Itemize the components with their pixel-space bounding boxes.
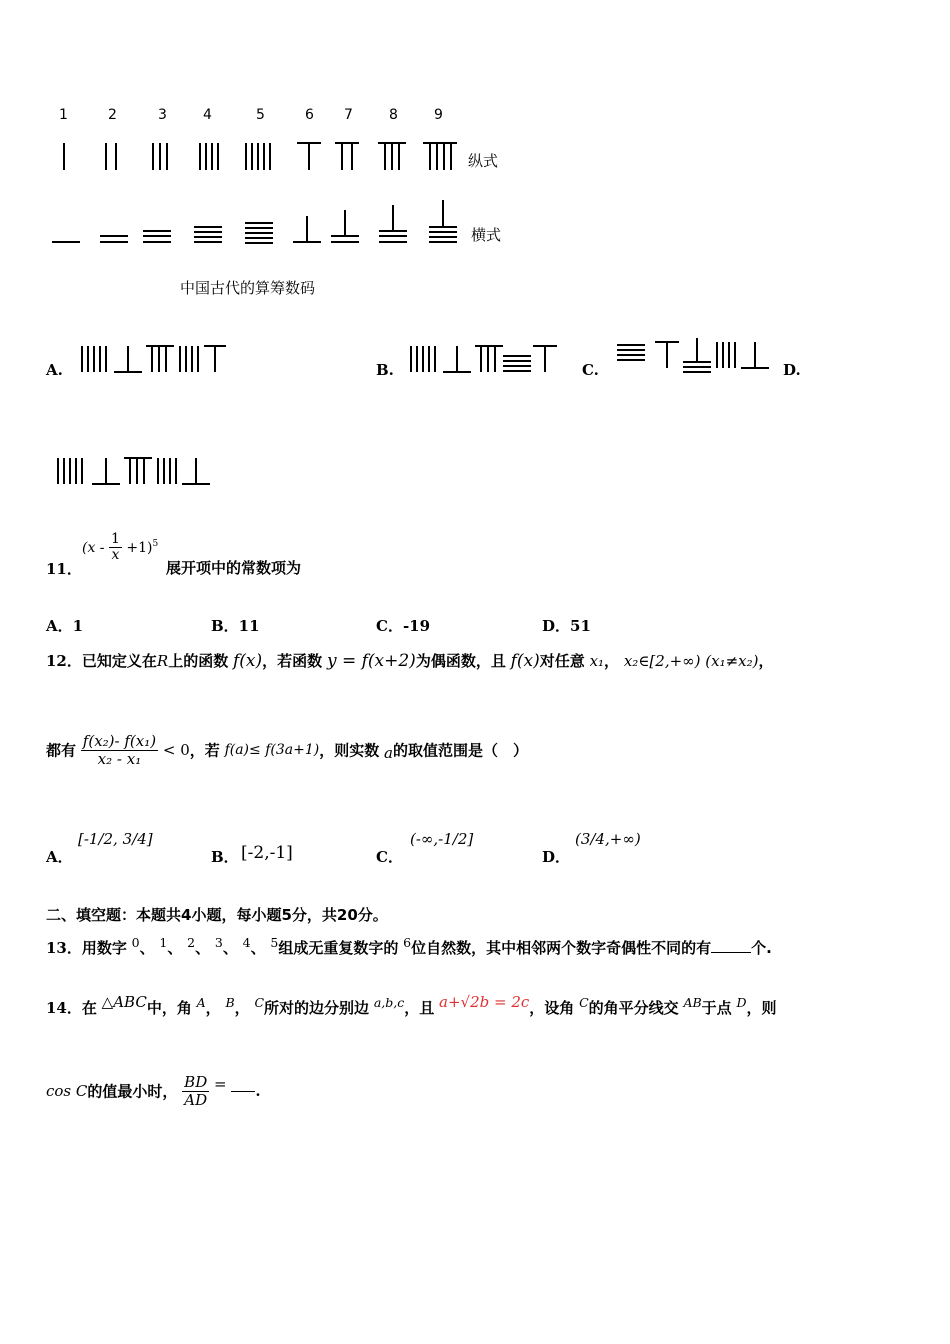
digit-9: 9: [434, 107, 443, 123]
q14-comma-2: ，: [234, 999, 250, 1017]
q12-option-c-label: C．: [376, 848, 403, 866]
q11-option-c: C．-19: [376, 617, 431, 635]
option-c-label: C.: [582, 361, 599, 379]
q14-comma-1: ，: [205, 999, 221, 1017]
q11-option-b: B．11: [211, 617, 260, 635]
q13-six: 6: [403, 935, 412, 950]
q14-number: 14．: [46, 999, 82, 1017]
option-b-label: B.: [376, 361, 394, 379]
option-b-rods: [409, 344, 559, 376]
q11-option-d: D．51: [542, 617, 591, 635]
section-2-title: 二、填空题：本题共4小题，每小题5分，共20分。: [46, 906, 388, 924]
q12-text-5: 对任意: [539, 652, 585, 670]
q11-expr-num: 1: [111, 531, 120, 547]
q14-text-1: 在: [81, 999, 97, 1017]
q13-digit-4: 4: [242, 935, 251, 950]
option-c-rods: [615, 336, 775, 378]
q11-expr-close: +1): [126, 539, 153, 556]
q12-line1: [46, 650, 774, 671]
q14-B: B: [225, 995, 235, 1010]
q11-expr-fraction: [109, 532, 122, 564]
q14-D: D: [736, 995, 747, 1010]
q12-a: a: [384, 744, 393, 762]
q11-expr-exp: 5: [152, 539, 159, 550]
q12-option-a-label: A．: [46, 848, 73, 866]
q13-digit-3: 3: [214, 935, 223, 950]
q12-text-3: ，若函数: [262, 652, 323, 670]
q14-text-4: ，且: [404, 999, 435, 1017]
q12-text-7: ，则实数: [319, 741, 380, 760]
q13-sep: 、: [222, 939, 238, 957]
q14-text-9: 的值最小时，: [87, 1082, 178, 1101]
q14-answer-blank[interactable]: [231, 1091, 255, 1092]
q14-C: C: [254, 995, 265, 1010]
q14-text-8: ，则: [746, 999, 777, 1017]
question-14: [46, 993, 777, 1018]
q14-AB: AB: [683, 995, 702, 1010]
vertical-label: 纵式: [468, 152, 499, 170]
q13-digit-2: 2: [187, 935, 196, 950]
horizontal-label: 横式: [471, 226, 502, 244]
q13-sep: 、: [195, 939, 211, 957]
q13-number: 13．: [46, 939, 82, 957]
vertical-rods: [64, 143, 457, 170]
q12-fx: f(x): [232, 651, 263, 671]
q11-expr-open: (x -: [82, 539, 105, 556]
q13-sep: 、: [250, 939, 266, 957]
q13-answer-blank[interactable]: [711, 952, 751, 953]
q12-fraction: [81, 733, 158, 767]
digit-2: 2: [108, 107, 117, 123]
q12-y-expr: y = f(x+2): [326, 651, 416, 671]
digit-4: 4: [203, 107, 212, 123]
q11-number: 11．: [46, 560, 82, 578]
q14-frac-den: AD: [184, 1090, 208, 1109]
q14-text-6: 的角平分线交: [588, 999, 679, 1017]
q14-text-2: 中，角: [146, 999, 192, 1017]
q11-expression: [82, 532, 158, 564]
q11-text: 展开项中的常数项为: [166, 559, 302, 577]
digit-6: 6: [305, 107, 314, 123]
q14-text-5: ，设角: [529, 999, 575, 1017]
q12-text-1: 已知定义在: [81, 652, 157, 670]
q12-number: 12．: [46, 652, 82, 670]
question-14-line2: [46, 1074, 261, 1108]
q14-text-7: 于点: [701, 999, 732, 1017]
q14-text-3: 所对的边分别边: [264, 999, 370, 1017]
q13-digit-1: 1: [159, 935, 168, 950]
q13-digit-0: 0: [131, 935, 140, 950]
q12-x1: x₁: [589, 652, 605, 670]
q14-period: .: [255, 1082, 261, 1100]
digit-7: 7: [344, 107, 353, 123]
q12-inequality: f(a)≤ f(3a+1): [224, 742, 320, 758]
q14-fraction: [182, 1074, 209, 1108]
q14-equation: a+√2b = 2c: [439, 993, 530, 1011]
q11-expr-den: x: [111, 547, 120, 564]
digit-3: 3: [158, 107, 167, 123]
q14-frac-num: BD: [184, 1073, 208, 1091]
q12-option-d-label: D．: [542, 848, 571, 866]
q12-option-a: [-1/2, 3/4]: [78, 830, 153, 848]
question-13: [46, 935, 772, 958]
q12-comma-2: ，: [758, 652, 774, 670]
q12-fx-2: f(x): [510, 651, 540, 671]
q12-option-d: (3/4,+∞): [575, 830, 641, 848]
q12-text-8: 的取值范围是（ ）: [392, 741, 528, 760]
rod-numerals-drawing: [0, 0, 520, 260]
q14-cosC: cos C: [46, 1082, 88, 1100]
q12-text-2: 上的函数: [168, 652, 229, 670]
rod-caption: 中国古代的算筹数码: [180, 279, 316, 297]
q12-x2-range: x₂∈[2,+∞): [623, 652, 701, 670]
option-a-label: A.: [46, 361, 63, 379]
q14-eqsign: =: [214, 1075, 227, 1093]
q12-neq: (x₁≠x₂): [705, 652, 759, 670]
q14-triangle: △ABC: [101, 993, 147, 1011]
q12-lt0: < 0: [162, 741, 190, 759]
q13-sep: 、: [167, 939, 183, 957]
digit-5: 5: [256, 107, 265, 123]
q12-option-c: (-∞,-1/2]: [410, 830, 474, 848]
q12-text-6: ，若: [189, 741, 220, 760]
q12-option-b-label: B．: [211, 848, 239, 866]
q12-line2: [46, 733, 528, 767]
q13-text-2: 组成无重复数字的: [278, 939, 399, 957]
horizontal-rods: [52, 200, 457, 243]
q11-option-a: A．1: [46, 617, 84, 635]
q12-comma: ，: [604, 652, 620, 670]
q13-text-3: 位自然数，其中相邻两个数字奇偶性不同的有: [411, 939, 712, 957]
option-d-rods: [56, 456, 216, 488]
digit-8: 8: [389, 107, 398, 123]
option-d-label: D.: [783, 361, 801, 379]
option-a-rods: [80, 344, 230, 376]
q13-text-4: 个.: [751, 939, 772, 957]
q14-C-2: C: [579, 995, 589, 1010]
q12-frac-num: f(x₂)- f(x₁): [82, 732, 157, 750]
q12-line2-pre: 都有: [46, 741, 77, 760]
q12-R: R: [156, 652, 169, 670]
q12-frac-den: x₂ - x₁: [97, 749, 142, 768]
q13-digit-5: 5: [270, 935, 279, 950]
q14-A: A: [196, 995, 206, 1010]
digit-1: 1: [59, 107, 68, 123]
q14-abc: a,b,c: [373, 995, 405, 1010]
q13-text-1: 用数字: [81, 939, 127, 957]
q12-option-b: [-2,-1]: [241, 843, 293, 863]
q13-sep: 、: [139, 939, 155, 957]
q12-text-4: 为偶函数，且: [415, 652, 506, 670]
